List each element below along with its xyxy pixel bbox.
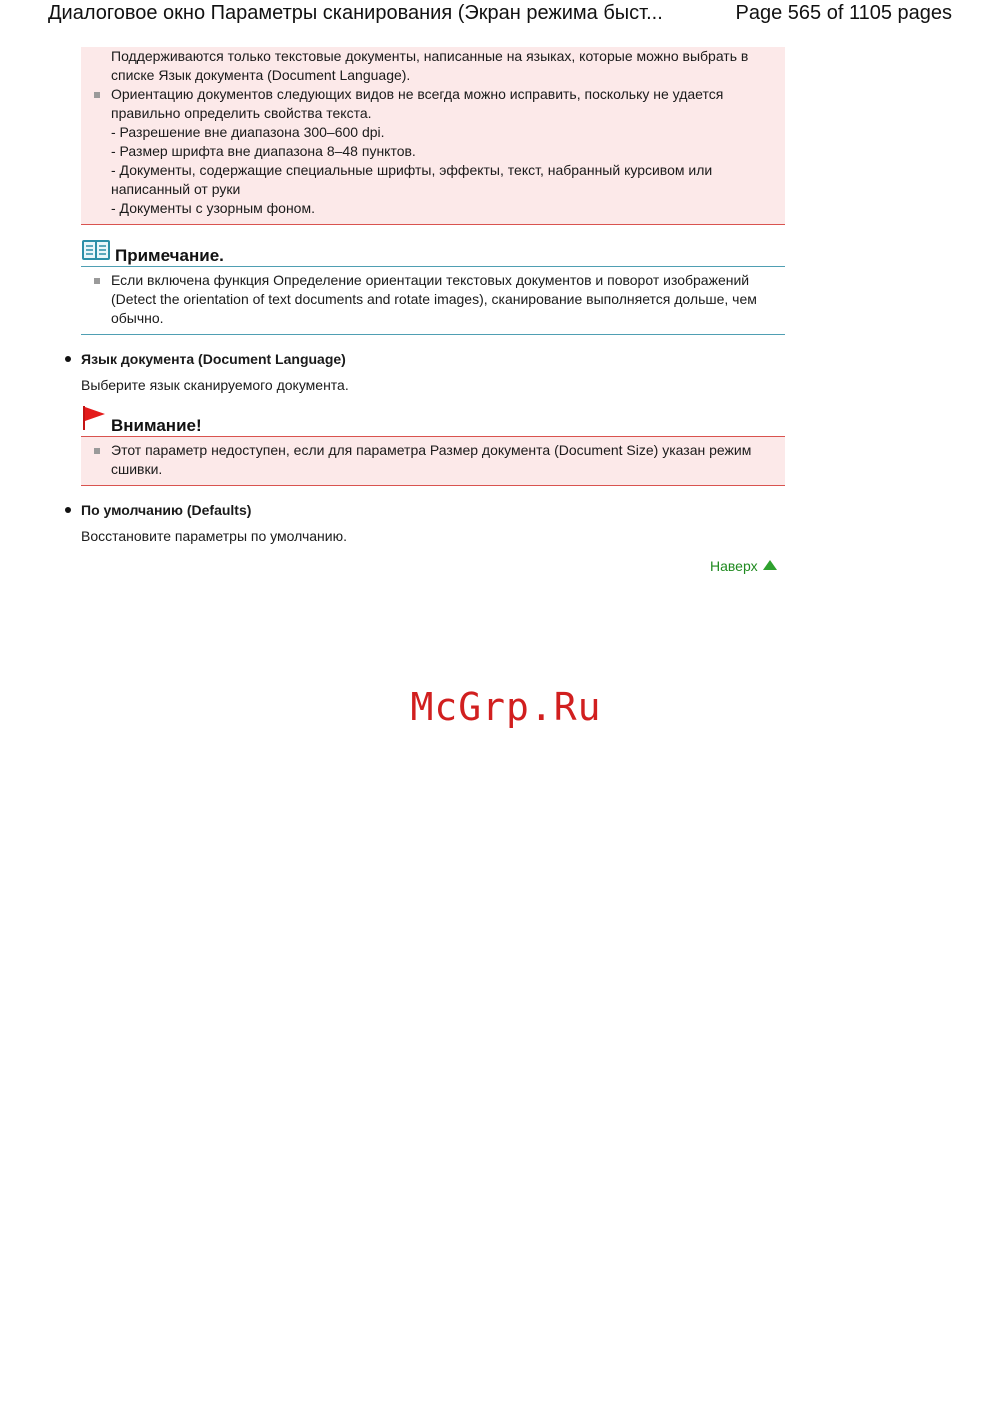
page-title: Диалоговое окно Параметры сканирования (Экран режима быст... xyxy=(48,2,663,24)
red-flag-icon xyxy=(81,405,107,435)
note-body xyxy=(81,267,785,335)
section-defaults-desc: Восстановите параметры по умолчанию. xyxy=(81,528,347,544)
up-arrow-icon[interactable] xyxy=(762,558,778,574)
page-header xyxy=(0,0,1000,30)
section-defaults-title: По умолчанию (Defaults) xyxy=(81,501,785,520)
caution-sub-pattern-bg: - Документы с узорным фоном. xyxy=(111,200,315,216)
caution-sub-font-size: - Размер шрифта вне диапазона 8–48 пунктов. xyxy=(111,143,416,159)
caution-sub-resolution: - Разрешение вне диапазона 300–600 dpi. xyxy=(111,124,385,140)
section-language-title: Язык документа (Document Language) xyxy=(81,350,785,369)
attention-body xyxy=(81,437,785,486)
content xyxy=(81,47,785,546)
caution-sub-special-fonts: - Документы, содержащие специальные шрифты, эффекты, текст, набранный курсивом или написанный от руки xyxy=(111,162,713,197)
caution-list xyxy=(81,47,785,218)
note-heading xyxy=(81,239,785,267)
note-heading-text: Примечание. xyxy=(115,246,224,265)
caution-continuation: Поддерживаются только текстовые документы, написанные на языках, которые можно выбрать в списке Язык документа (Document Language). xyxy=(111,48,749,83)
page-number: Page 565 of 1105 pages xyxy=(735,2,952,24)
note-list xyxy=(81,271,785,328)
back-to-top-link[interactable] xyxy=(710,558,778,574)
watermark: McGrp.Ru xyxy=(410,685,602,729)
book-icon xyxy=(81,239,111,265)
section-language-desc: Выберите язык сканируемого документа. xyxy=(81,377,349,393)
note-item: Если включена функция Определение ориентации текстовых документов и поворот изображений (Detect the orientation of text documents and rotate images), сканирование выполняется дольше, чем обычно. xyxy=(111,271,785,328)
attention-list xyxy=(81,441,785,479)
caution-item-text: Ориентацию документов следующих видов не всегда можно исправить, поскольку не удается правильно определить свойства текста. xyxy=(111,86,724,121)
back-to-top-label[interactable]: Наверх xyxy=(710,558,758,574)
attention-heading-text: Внимание! xyxy=(111,416,202,435)
caution-item xyxy=(111,85,785,218)
attention-block xyxy=(81,409,785,486)
caution-box xyxy=(81,47,785,225)
attention-heading xyxy=(81,409,785,437)
note-block xyxy=(81,239,785,335)
attention-item: Этот параметр недоступен, если для параметра Размер документа (Document Size) указан режим сшивки. xyxy=(111,441,785,479)
